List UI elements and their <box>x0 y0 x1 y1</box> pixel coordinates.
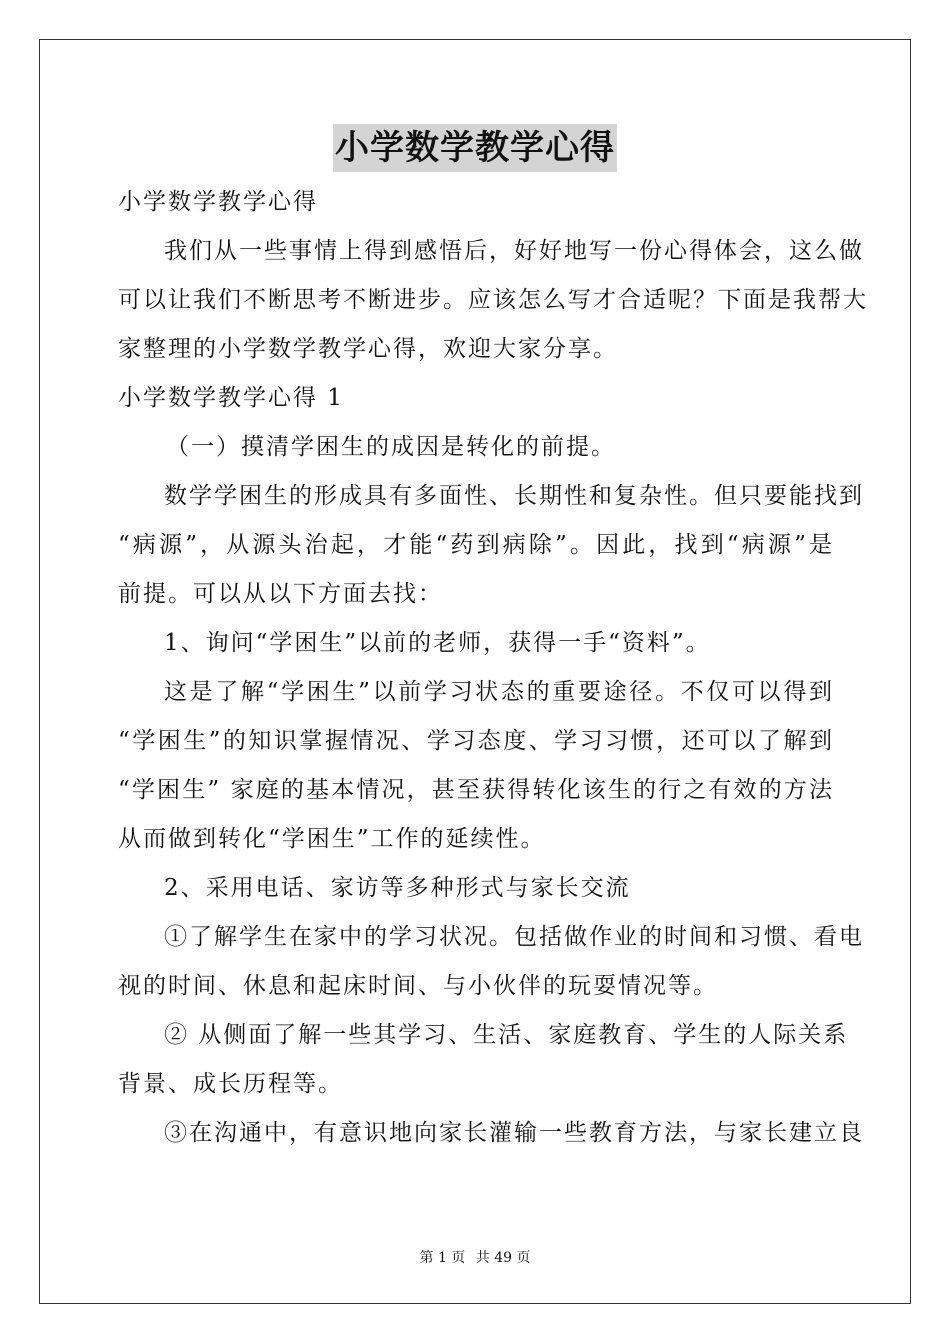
paragraph-line: “学困生”的知识掌握情况、学习态度、学习习惯，还可以了解到 <box>118 728 834 754</box>
list-item-heading: 2、采用电话、家访等多种形式与家长交流 <box>164 875 631 901</box>
paragraph-line: 视的时间、休息和起床时间、与小伙伴的玩耍情况等。 <box>118 973 718 999</box>
subsection-heading: （一）摸清学困生的成因是转化的前提。 <box>166 434 616 460</box>
page-number: 第 1 页 <box>419 1250 466 1266</box>
page-total: 共 49 页 <box>475 1250 531 1266</box>
paragraph-line: 背景、成长历程等。 <box>118 1071 343 1097</box>
subtitle-line: 小学数学教学心得 <box>118 189 318 215</box>
document-body <box>118 178 868 1158</box>
paragraph-line: ①了解学生在家中的学习状况。包括做作业的时间和习惯、看电 <box>164 924 864 950</box>
paragraph-line: “病源”，从源头治起，才能“药到病除”。因此，找到“病源”是 <box>118 532 834 558</box>
paragraph-line: ③在沟通中，有意识地向家长灌输一些教育方法，与家长建立良 <box>164 1120 864 1146</box>
page-footer <box>0 1247 950 1267</box>
section-heading: 小学数学教学心得 1 <box>118 385 344 411</box>
document-title: 小学数学教学心得 <box>333 124 617 172</box>
paragraph-line: 前提。可以从以下方面去找： <box>118 581 443 607</box>
list-item-heading: 1、询问“学困生”以前的老师，获得一手“资料”。 <box>164 630 711 656</box>
paragraph-line: 我们从一些事情上得到感悟后，好好地写一份心得体会，这么做 <box>164 238 864 264</box>
paragraph-line: “学困生” 家庭的基本情况，甚至获得转化该生的行之有效的方法 <box>118 777 834 803</box>
paragraph-line: 从而做到转化“学困生”工作的延续性。 <box>118 826 546 852</box>
paragraph-line: ② 从侧面了解一些其学习、生活、家庭教育、学生的人际关系 <box>164 1022 849 1048</box>
paragraph-line: 家整理的小学数学教学心得，欢迎大家分享。 <box>118 336 618 362</box>
paragraph-line: 可以让我们不断思考不断进步。应该怎么写才合适呢？下面是我帮大 <box>118 287 868 313</box>
title-container <box>0 124 950 172</box>
paragraph-line: 这是了解“学困生”以前学习状态的重要途径。不仅可以得到 <box>164 679 834 705</box>
paragraph-line: 数学学困生的形成具有多面性、长期性和复杂性。但只要能找到 <box>164 483 864 509</box>
